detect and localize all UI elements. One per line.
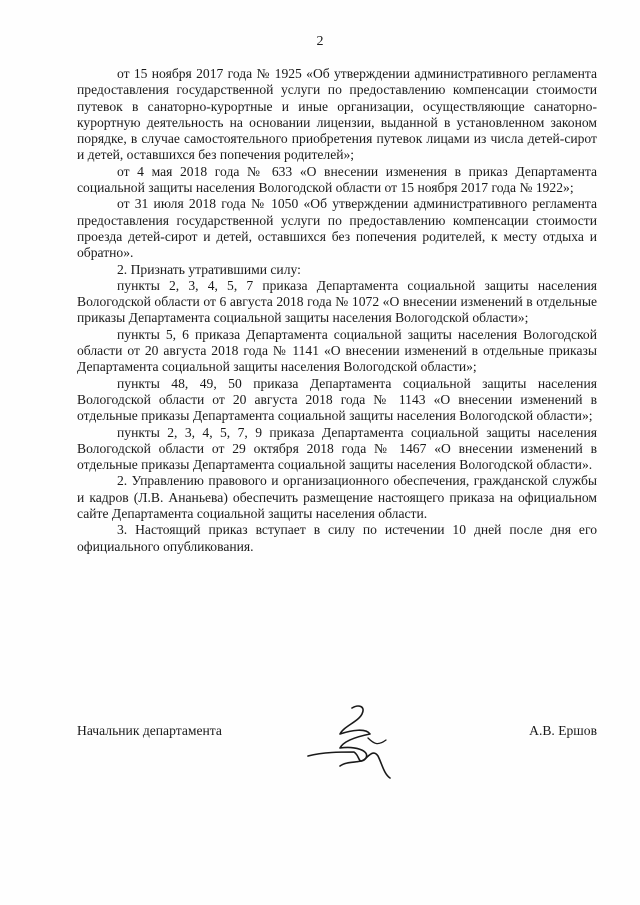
document-body: [77, 66, 597, 555]
signatory-name: А.В. Ершов: [529, 723, 597, 738]
signature-block: [77, 723, 597, 763]
paragraph-repeal-1467: пункты 2, 3, 4, 5, 7, 9 приказа Департамента социальной защиты населения Вологодской области от 29 октября 2018 года № 1467 «О внесении изменений в отдельные приказы Департамента социальной защиты населения Вологодской области».: [77, 424, 597, 473]
paragraph-order-1925: от 15 ноября 2017 года № 1925 «Об утверждении административного регламента предоставления государственной услуги по предоставлению компенсации стоимости путевок в санаторно-курортные и иные организации, осуществляющие санаторно-курортную деятельность на основании лицензии, выданной в установленном законом порядке, в случае самостоятельного приобретения путевок лицами из числа детей-сирот и детей, оставшихся без попечения родителей»;: [77, 66, 597, 163]
paragraph-repeal-1141: пункты 5, 6 приказа Департамента социальной защиты населения Вологодской области от 20 августа 2018 года № 1141 «О внесении изменений в отдельные приказы Департамента социальной защиты населения Вологодской области»;: [77, 326, 597, 375]
paragraph-repeal-heading: 2. Признать утратившими силу:: [117, 261, 301, 277]
paragraph-publication: 2. Управлению правового и организационного обеспечения, гражданской службы и кадров (Л.В. Ананьева) обеспечить размещение настоящего приказа на официальном сайте Департамента социальной защиты населения области.: [77, 473, 597, 522]
paragraph-order-1050: от 31 июля 2018 года № 1050 «Об утверждении административного регламента предоставления государственной услуги по предоставлению компенсации стоимости проезда детей-сирот и детей, оставшихся без попечения родителей, к месту отдыха и обратно».: [77, 196, 597, 261]
paragraph-effective-date: 3. Настоящий приказ вступает в силу по истечении 10 дней после дня его официального опубликования.: [77, 522, 597, 554]
signatory-position: Начальник департамента: [77, 723, 222, 738]
page-number: 2: [316, 34, 324, 49]
paragraph-repeal-1072: пункты 2, 3, 4, 5, 7 приказа Департамента социальной защиты населения Вологодской области от 6 августа 2018 года № 1072 «О внесении изменений в отдельные приказы Департамента социальной защиты населения Вологодской области»;: [77, 277, 597, 326]
paragraph-repeal-1143: пункты 48, 49, 50 приказа Департамента социальной защиты населения Вологодской области от 20 августа 2018 года № 1143 «О внесении изменений в отдельные приказы Департамента социальной защиты населения Вологодской области»;: [77, 375, 597, 424]
paragraph-order-633: от 4 мая 2018 года № 633 «О внесении изменения в приказ Департамента социальной защиты населения Вологодской области от 15 ноября 2017 года № 1922»;: [77, 163, 597, 196]
